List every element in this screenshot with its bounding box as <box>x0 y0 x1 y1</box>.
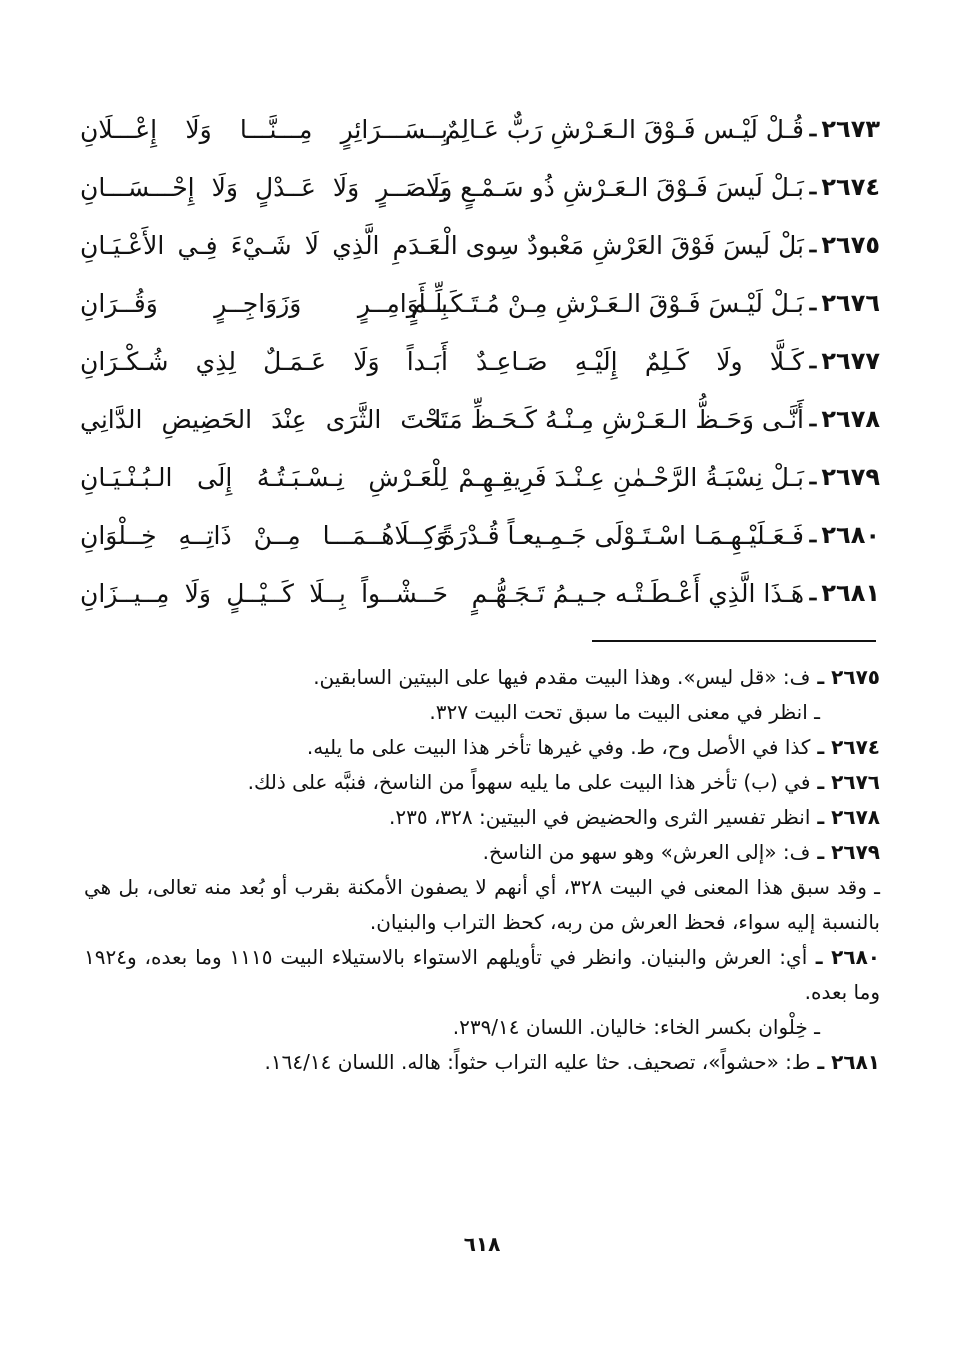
verse-dash: ـ <box>809 406 817 432</box>
verse-dash: ـ <box>809 464 817 490</box>
footnote-text: ف: «قل ليس». وهذا البيت مقدم فيها على البيتين السابقين. <box>313 665 811 689</box>
verse-number: ٢٦٧٣ <box>821 115 880 143</box>
footnote-dash: ـ <box>810 665 832 689</box>
verse-first-hemistich: بَلْ لَيسَ فَوْقَ العَرْشِ مَعْبودٌ سِوى الْـ <box>435 230 804 260</box>
footnote <box>84 940 880 1010</box>
verse-second-hemistich: بِــأَوَامِــرٍ وَزَوَاجِــرٍ وَقُــرَانِ <box>80 288 448 318</box>
footnote <box>84 730 880 765</box>
footnote-number: ٢٦٧٥ <box>831 665 880 689</box>
verse-second-hemistich: أَبَـداً وَلَا عَـمَـلٌ لِذِي شُـكْـرَانِ <box>80 346 448 376</box>
footnote-number: ٢٦٧٤ <box>831 735 880 759</box>
verse-first-hemistich: فَـعَـلَيْـهِـمَـا اسْـتَـوْلَى جَـمِـيعـاً قُـدْرَةً <box>441 520 804 550</box>
verse-number: ٢٦٧٨ <box>821 405 880 433</box>
verse-first-hemistich: أَنَّـى وَحَـظُّ الـعَـرْشِ مِـنْـهُ كَـحَـظِّ مَـا <box>434 404 804 434</box>
verse-second-hemistich: بَــصَــرٍ وَلَا عَــدْلٍ وَلَا إِحْـــسَـــانِ <box>80 172 448 202</box>
footnote <box>84 835 880 870</box>
verse-second-hemistich: لِلْعَـرْشِ نِـسْـبَـتُـهُ إِلَى الـبُـنْـيَـانِ <box>80 462 448 492</box>
footnote-dash: ـ <box>810 770 832 794</box>
verse-row <box>80 332 880 390</box>
footnote-text: في (ب) تأخر هذا البيت على ما يليه سهواً من الناسخ، فنبَّه على ذلك. <box>247 770 811 794</box>
footnote-number: ٢٦٧٨ <box>831 805 880 829</box>
verse-dash: ـ <box>809 522 817 548</box>
verse-second-hemistich: ـعَـدَمِ الَّذِي لَا شَـيْءَ فِـي الأَعْـيَـانِ <box>80 230 448 260</box>
verse-dash: ـ <box>809 580 817 606</box>
footnote-dash: ـ <box>810 735 832 759</box>
footnote-continuation <box>84 695 880 730</box>
verse-first-hemistich: هَـذَا الَّذِي أَعْـطَـتْـه جـيـمُ تَـجَـهُّـمٍ <box>471 578 804 608</box>
verse-dash: ـ <box>809 232 817 258</box>
footnote-number: ٢٦٨١ <box>831 1050 880 1074</box>
footnotes <box>84 660 880 1080</box>
footnote-text: ـ انظر في معنى البيت ما سبق تحت البيت ٣٢٧. <box>429 700 820 724</box>
footnote <box>84 765 880 800</box>
footnote-divider <box>592 640 876 642</box>
verse-dash: ـ <box>809 348 817 374</box>
footnote-text: ف: «إلى العرش» وهو سهو من الناسخ. <box>482 840 811 864</box>
footnote <box>84 800 880 835</box>
verse-second-hemistich: وَكِــلَاهُــمَـــا مِــنْ ذَاتِــهِ خِــلْوَانِ <box>80 520 448 550</box>
page-number: ٦١٨ <box>463 1232 501 1256</box>
footnote-text: ـ وقد سبق هذا المعنى في البيت ٣٢٨، أي أنهم لا يصفون الأمكنة بقرب أو بُعد منه تعالى، بل هي بالنسبة إليه سواء، فحظ العرش من ربه، كحظ التراب والبنيان. <box>84 875 880 934</box>
verse-second-hemistich: بِــسَـــرَائِرٍ مِـــنَّـــا وَلَا إِعْـــلَانِ <box>80 114 448 144</box>
verse-second-hemistich: تَحْتَ الثَّرَى عِنْدَ الحَضِيضِ الدَّانِي <box>80 404 448 434</box>
verse-dash: ـ <box>809 174 817 200</box>
footnote-dash: ـ <box>810 805 832 829</box>
footnote-continuation <box>84 1010 880 1045</box>
footnote-number: ٢٦٨٠ <box>831 945 880 969</box>
verse-row <box>80 158 880 216</box>
verse-dash: ـ <box>809 290 817 316</box>
verse-number: ٢٦٧٧ <box>821 347 880 375</box>
verse-row <box>80 564 880 622</box>
footnote-text: ط: «حشواً»، تصحيف. حثا عليه التراب حثواً: هاله. اللسان ١٦٤/١٤. <box>264 1050 811 1074</box>
footnote <box>84 1045 880 1080</box>
verse-number: ٢٦٧٦ <box>821 289 880 317</box>
verse-row <box>80 100 880 158</box>
footnote-text: ـ خِلْوان بكسر الخاء: خاليان. اللسان ٢٣٩/١٤. <box>452 1015 820 1039</box>
verse-row <box>80 390 880 448</box>
verse-first-hemistich: بَـلْ لَيْـسَ فَـوْقَ الـعَـرْشِ مِـنْ مُـتَـكَـلِّـمٍ <box>410 288 804 318</box>
verse-row <box>80 506 880 564</box>
footnote-dash: ـ <box>807 945 832 969</box>
verse-number: ٢٦٨٠ <box>821 521 880 549</box>
footnote-text: أي: العرش والبنيان. وانظر في تأويلهم الاستواء بالاستيلاء البيت ١١١٥ وما بعده، و١٩٢٤ وما بعده. <box>84 945 880 1004</box>
verse-row <box>80 448 880 506</box>
verse-first-hemistich: قُـلْ لَيْـس فَـوْقَ الـعَـرْشِ رَبٌّ عَـالِمٌ <box>444 114 804 144</box>
footnote <box>84 660 880 695</box>
verse-number: ٢٦٧٥ <box>821 231 880 259</box>
footnote-number: ٢٦٧٦ <box>831 770 880 794</box>
verse-number: ٢٦٨١ <box>821 579 880 607</box>
verse-row <box>80 216 880 274</box>
verse-first-hemistich: كَـلَّا ولَا كَـلِمٌ إِلَيْـهِ صَـاعِـدٌ <box>476 346 804 376</box>
verse-dash: ـ <box>809 116 817 142</box>
footnote-continuation <box>84 870 880 940</box>
verse-list <box>80 100 880 622</box>
verse-row <box>80 274 880 332</box>
footnote-text: انظر تفسير الثرى والحضيض في البيتين: ٣٢٨، ٢٣٥. <box>389 805 811 829</box>
footnote-dash: ـ <box>810 1050 832 1074</box>
footnote-text: كذا في الأصل وح، ط. وفي غيرها تأخر هذا البيت على ما يليه. <box>306 735 811 759</box>
verse-number: ٢٦٧٤ <box>821 173 880 201</box>
verse-second-hemistich: حَــشْــواً بِــلَا كَــيْــلٍ وَلَا مِــيــزَانِ <box>80 578 448 608</box>
verse-first-hemistich: بَـلْ نِسْبَـةُ الرَّحْـمٰنِ عِـنْـدَ فَرِيقِـهِـمْ <box>458 462 804 492</box>
footnote-dash: ـ <box>810 840 832 864</box>
footnote-number: ٢٦٧٩ <box>831 840 880 864</box>
verse-number: ٢٦٧٩ <box>821 463 880 491</box>
verse-first-hemistich: بَـلْ لَيسَ فَـوْقَ الـعَـرْشِ ذُو سَـمْـعٍ ولَا <box>426 172 804 202</box>
